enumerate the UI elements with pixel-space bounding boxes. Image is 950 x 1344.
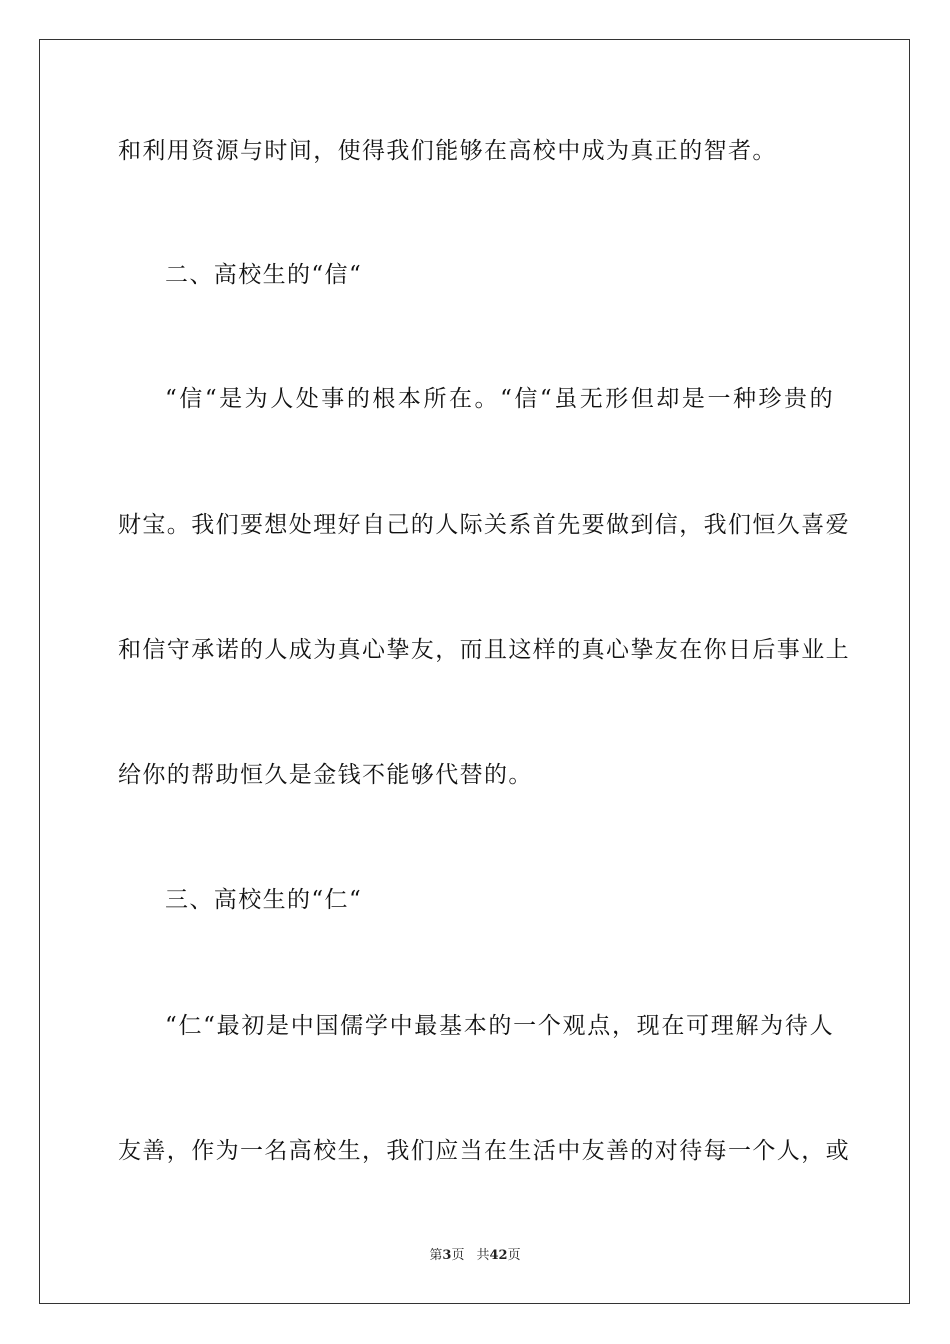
total-prefix: 共 — [476, 1248, 490, 1263]
section-heading: 二、高校生的“信“ — [165, 262, 363, 288]
body-text-line: 友善，作为一名高校生，我们应当在生活中友善的对待每一个人，或 — [118, 1138, 850, 1164]
paragraph-first-line: “仁“最初是中国儒学中最基本的一个观点，现在可理解为待人 — [165, 1013, 834, 1039]
page-suffix: 页 — [451, 1248, 465, 1263]
body-text-line: 和利用资源与时间，使得我们能够在高校中成为真正的智者。 — [118, 138, 777, 164]
body-text-line: 和信守承诺的人成为真心挚友，而且这样的真心挚友在你日后事业上 — [118, 637, 850, 663]
page-prefix: 第 — [429, 1248, 443, 1263]
body-text-line: 财宝。我们要想处理好自己的人际关系首先要做到信，我们恒久喜爱 — [118, 512, 850, 538]
body-text-line: 给你的帮助恒久是金钱不能够代替的。 — [118, 762, 533, 788]
page-border — [39, 39, 910, 1304]
page-footer — [0, 1247, 950, 1265]
total-suffix: 页 — [507, 1248, 521, 1263]
total-pages: 42 — [489, 1248, 508, 1263]
page-number: 3 — [442, 1248, 452, 1263]
section-heading: 三、高校生的“仁“ — [165, 887, 363, 913]
paragraph-first-line: “信“是为人处事的根本所在。“信“虽无形但却是一种珍贵的 — [165, 386, 834, 412]
